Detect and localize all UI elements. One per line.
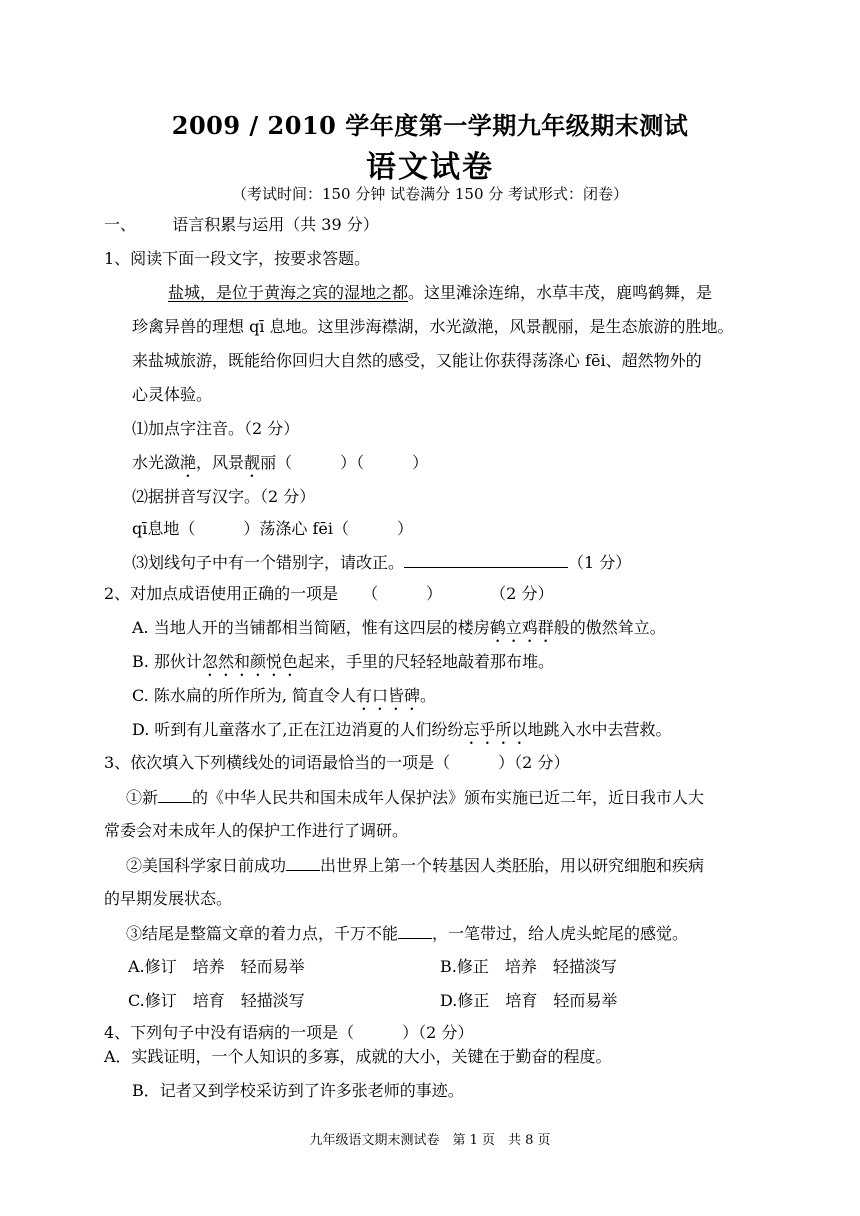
q4-option-a: A．实践证明，一个人知识的多寡，成就的大小，关键在于勤奋的程度。	[104, 1047, 612, 1066]
q2-stem: 2、对加点成语使用正确的一项是 （ ） （2 分）	[104, 584, 554, 603]
q3-sentence2: ②美国科学家日前成功 出世界上第一个转基因人类胚胎，用以研究细胞和疾病	[126, 856, 705, 875]
q1-underlined-sentence: 盐城，是位于黄海之宾的湿地之都	[168, 283, 409, 302]
q2-option-b: B. 那伙计忽然和颜悦色起来，手里的尺轻轻地敲着那布堆。	[132, 652, 554, 671]
dotted-char: 靓	[244, 453, 261, 472]
fill-blank[interactable]	[158, 786, 192, 803]
q1-para-line4: 心灵体验。	[132, 385, 213, 404]
fill-blank[interactable]	[398, 922, 432, 939]
fill-blank[interactable]	[286, 854, 320, 871]
q2-option-a: A. 当地人开的当铺都相当简陋，惟有这四层的楼房鹤立鸡群般的傲然耸立。	[132, 618, 666, 637]
dotted-idiom: 忽然和颜悦色	[201, 652, 298, 671]
section-heading	[104, 214, 379, 236]
q1-sub2-line: qī息地（ ）荡涤心 fēi（ ）	[132, 519, 413, 538]
dotted-idiom: 有口皆碑	[356, 686, 421, 705]
q1-sub1-label: ⑴加点字注音。（2 分）	[132, 419, 300, 438]
q3-option-c: C.修订 培育 轻描淡写	[128, 991, 305, 1010]
q2-option-c: C. 陈水扁的所作所为, 简直令人有口皆碑。	[132, 686, 437, 705]
q1-sub2-label: ⑵据拼音写汉字。（2 分）	[132, 487, 316, 506]
q4-stem: 4、下列句子中没有语病的一项是（ ）（2 分）	[104, 1023, 474, 1042]
q1-sub1-line: 水光潋滟，风景靓丽（ ）（ ）	[132, 453, 429, 472]
q3-option-b: B.修正 培养 轻描淡写	[440, 957, 617, 976]
answer-blank[interactable]	[404, 551, 568, 568]
q1-para-line1: 盐城，是位于黄海之宾的湿地之都。这里滩涂连绵，水草丰茂，鹿鸣鹤舞，是	[168, 283, 713, 302]
q3-option-a: A.修订 培养 轻而易举	[128, 957, 305, 976]
q3-stem: 3、依次填入下列横线处的词语最恰当的一项是（ ）（2 分）	[104, 753, 570, 772]
exam-info: （考试时间：150 分钟 试卷满分 150 分 考试形式：闭卷）	[231, 185, 629, 203]
q1-sub3	[132, 551, 631, 574]
section-title: 语言积累与运用（共 39 分）	[172, 215, 379, 234]
exam-title: 2009 / 2010 学年度第一学期九年级期末测试	[171, 111, 689, 140]
section-number: 一、	[104, 215, 137, 234]
dotted-idiom: 鹤立鸡群	[489, 618, 554, 637]
q3-sentence1-cont: 常委会对未成年人的保护工作进行了调研。	[104, 821, 409, 840]
exam-subtitle: 语文试卷	[366, 150, 494, 185]
q1-stem: 1、阅读下面一段文字，按要求答题。	[104, 249, 371, 268]
page-footer: 九年级语文期末测试卷 第 1 页 共 8 页	[309, 1133, 551, 1148]
q1-para-line2: 珍禽异兽的理想 qī 息地。这里涉海襟湖，水光潋滟，风景靓丽，是生态旅游的胜地。	[132, 317, 734, 336]
q3-sentence2-cont: 的早期发展状态。	[104, 889, 233, 908]
q1-sub3-label: ⑶划线句子中有一个错别字，请改正。	[132, 553, 405, 572]
q2-option-d: D. 听到有儿童落水了,正在江边消夏的人们纷纷忘乎所以地跳入水中去营救。	[132, 720, 672, 739]
q3-sentence3: ③结尾是整篇文章的着力点，千万不能 ，一笔带过，给人虎头蛇尾的感觉。	[126, 924, 689, 943]
q1-para-line3: 来盐城旅游，既能给你回归大自然的感受，又能让你获得荡涤心 fēi、超然物外的	[132, 351, 702, 370]
q3-option-d: D.修正 培育 轻而易举	[440, 991, 618, 1010]
q1-sub3-score: （1 分）	[568, 553, 632, 572]
q4-option-b: B．记者又到学校采访到了许多张老师的事迹。	[132, 1081, 464, 1100]
dotted-char: 滟	[180, 453, 197, 472]
q3-sentence1: ①新 的《中华人民共和国未成年人保护法》颁布实施已近二年，近日我市人大	[126, 788, 705, 807]
dotted-idiom: 忘乎所以	[463, 720, 528, 739]
